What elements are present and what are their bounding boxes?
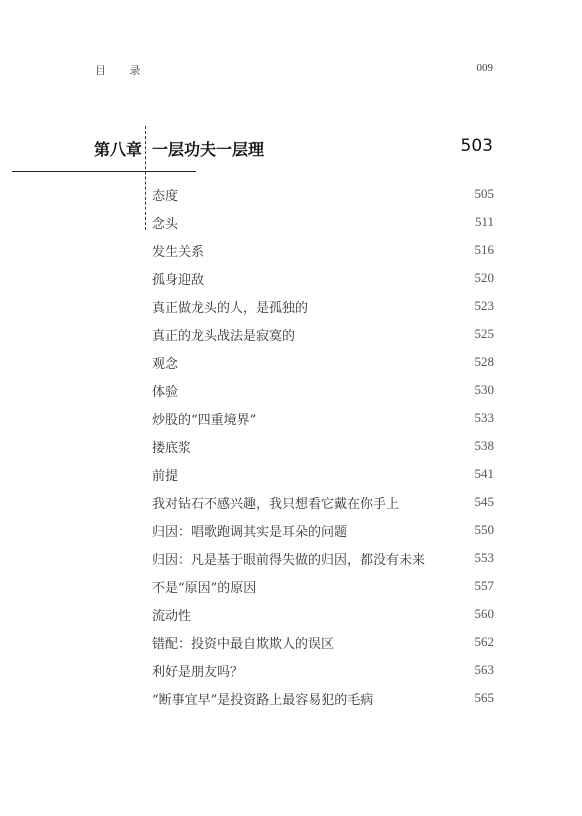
- toc-entry-page: 520: [474, 270, 494, 285]
- toc-entry-title: 真正的龙头战法是寂寞的: [152, 328, 296, 344]
- toc-entry-page: 557: [474, 578, 494, 593]
- toc-entry[interactable]: [152, 432, 494, 460]
- chapter-rule: [12, 171, 196, 172]
- toc-entry-title: 观念: [152, 356, 179, 372]
- toc-entry-page: 562: [474, 634, 494, 649]
- chapter-title: 一层功夫一层理: [152, 140, 265, 159]
- toc-entry-page: 550: [474, 522, 494, 537]
- toc-entry-title: 炒股的“四重境界”: [152, 412, 257, 428]
- toc-entry[interactable]: [152, 292, 494, 320]
- toc-entry-title: 发生关系: [152, 244, 205, 260]
- toc-entry[interactable]: [152, 544, 494, 572]
- toc-entry[interactable]: [152, 348, 494, 376]
- chapter-label: 第八章: [94, 140, 143, 159]
- toc-entry[interactable]: [152, 572, 494, 600]
- toc-entry-title: 错配：投资中最自欺欺人的误区: [152, 636, 335, 652]
- chapter-page: 503: [460, 136, 493, 156]
- toc-entry[interactable]: [152, 628, 494, 656]
- toc-entry-page: 530: [474, 382, 494, 397]
- chapter-divider: [145, 126, 146, 230]
- toc-entry-title: 体验: [152, 384, 179, 400]
- toc-entry[interactable]: [152, 208, 494, 236]
- toc-entry-title: 归因：凡是基于眼前得失做的归因，都没有未来: [152, 552, 426, 568]
- toc-entry-page: 533: [474, 410, 494, 425]
- toc-entry-page: 511: [474, 214, 494, 229]
- toc-entry-title: 我对钻石不感兴趣，我只想看它戴在你手上: [152, 496, 400, 512]
- toc-entry[interactable]: [152, 320, 494, 348]
- toc-entry-title: “断事宜早”是投资路上最容易犯的毛病: [152, 692, 374, 708]
- toc-entry[interactable]: [152, 656, 494, 684]
- toc-entry-page: 523: [474, 298, 494, 313]
- running-title: 目 录: [95, 64, 151, 77]
- toc-entry-page: 545: [474, 494, 494, 509]
- toc-entry-title: 利好是朋友吗？: [152, 664, 244, 680]
- toc-entry-title: 念头: [152, 216, 179, 232]
- toc-entry-page: 528: [474, 354, 494, 369]
- toc-entry[interactable]: [152, 376, 494, 404]
- toc-entry-title: 归因：唱歌跑调其实是耳朵的问题: [152, 524, 348, 540]
- toc-entry[interactable]: [152, 236, 494, 264]
- toc-entry-title: 流动性: [152, 608, 192, 624]
- toc-list: [152, 180, 494, 712]
- toc-entry-page: 563: [474, 662, 494, 677]
- toc-entry[interactable]: [152, 460, 494, 488]
- toc-entry-title: 搂底浆: [152, 440, 192, 456]
- toc-entry-title: 态度: [152, 188, 179, 204]
- toc-entry-page: 538: [474, 438, 494, 453]
- toc-entry-title: 孤身迎敌: [152, 272, 205, 288]
- toc-entry-page: 505: [474, 186, 494, 201]
- toc-entry-page: 516: [474, 242, 494, 257]
- toc-entry-page: 541: [474, 466, 494, 481]
- toc-entry[interactable]: [152, 488, 494, 516]
- page-number: 009: [476, 62, 493, 74]
- toc-entry-page: 560: [474, 606, 494, 621]
- toc-entry-title: 不是“原因”的原因: [152, 580, 257, 596]
- toc-entry-page: 553: [474, 550, 494, 565]
- toc-entry[interactable]: [152, 600, 494, 628]
- toc-entry-title: 前提: [152, 468, 179, 484]
- toc-entry-page: 525: [474, 326, 494, 341]
- toc-entry[interactable]: [152, 264, 494, 292]
- toc-entry[interactable]: [152, 684, 494, 712]
- toc-entry[interactable]: [152, 404, 494, 432]
- toc-entry-page: 565: [474, 690, 494, 705]
- toc-entry[interactable]: [152, 180, 494, 208]
- toc-entry[interactable]: [152, 516, 494, 544]
- toc-entry-title: 真正做龙头的人，是孤独的: [152, 300, 309, 316]
